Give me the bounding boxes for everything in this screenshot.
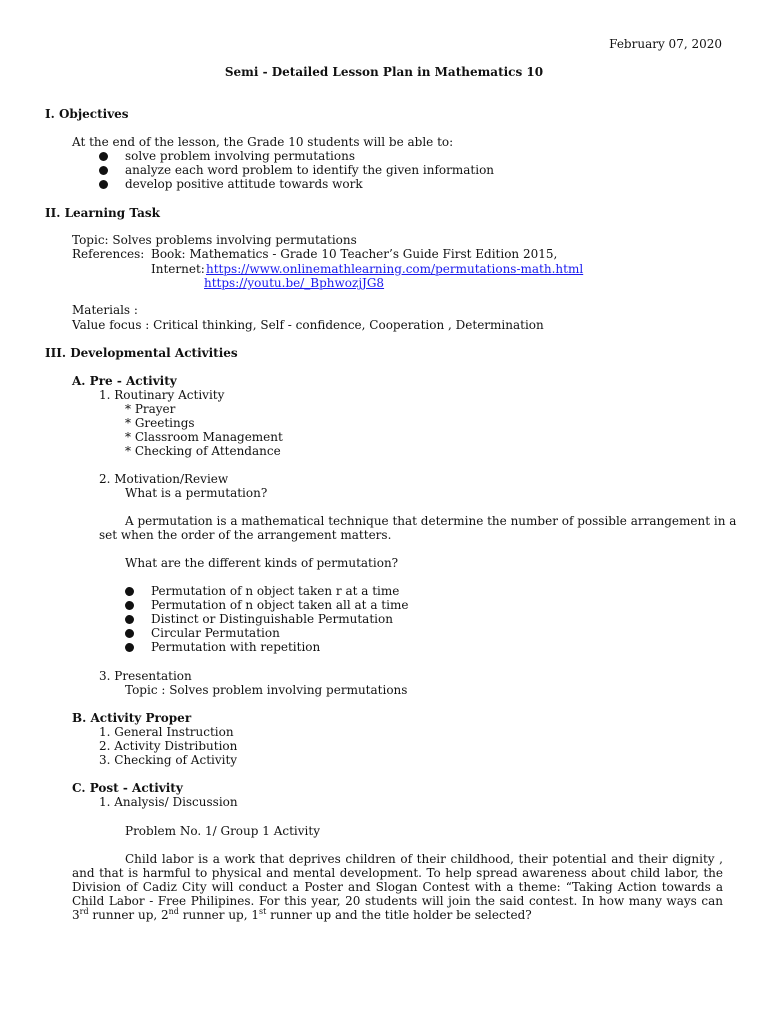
reference-link-onlinemathlearning[interactable]: https://www.onlinemathlearning.com/permutations-math.html: [206, 262, 584, 276]
developmental-heading: III. Developmental Activities: [45, 346, 238, 360]
activity-proper-heading: B. Activity Proper: [72, 711, 192, 725]
activity-proper-item: 1. General Instruction: [99, 725, 234, 739]
pre-activity-heading: A. Pre - Activity: [72, 374, 177, 388]
question-what-is-permutation: What is a permutation?: [125, 486, 268, 500]
references-label: References:: [72, 247, 145, 261]
bullet-icon: [125, 629, 134, 638]
objectives-intro: At the end of the lesson, the Grade 10 students will be able to:: [72, 135, 454, 149]
problem-text-part: runner up and the title holder be selected?: [266, 908, 532, 922]
permutation-kind: Permutation of n object taken all at a time: [151, 598, 409, 612]
reference-link-youtube[interactable]: https://youtu.be/_BphwozjJG8: [204, 276, 385, 290]
objective-item: develop positive attitude towards work: [125, 177, 363, 191]
activity-proper-item: 3. Checking of Activity: [99, 753, 238, 767]
post-activity-heading: C. Post - Activity: [72, 781, 183, 795]
bullet-icon: [125, 601, 134, 610]
objectives-heading: I. Objectives: [45, 107, 129, 121]
ordinal-suffix: rd: [79, 907, 89, 916]
presentation: 3. Presentation: [99, 669, 192, 683]
problem-title: Problem No. 1/ Group 1 Activity: [125, 824, 320, 838]
book-reference: Book: Mathematics - Grade 10 Teacher’s Guide First Edition 2015,: [151, 247, 558, 261]
permutation-kind: Circular Permutation: [151, 626, 280, 640]
bullet-icon: [125, 643, 134, 652]
problem-text-part: Child labor is a work that deprives children of their childhood, their potential and their dignity , and that is harmful to physical and mental development. To help spread awareness about child labor, the Division of Cadiz City will conduct a Poster and Slogan Contest with a theme: “Taking Action towards a Child Labor - Free Philipines. For this year, 20 students will join the said contest. In how many ways can 3: [72, 852, 723, 922]
permutation-kind: Permutation with repetition: [151, 640, 321, 654]
permutation-kind: Permutation of n object taken r at a time: [151, 584, 400, 598]
routine-item: * Greetings: [125, 416, 195, 430]
learning-task-heading: II. Learning Task: [45, 206, 160, 220]
objective-item: solve problem involving permutations: [125, 149, 355, 163]
value-focus-line: Value focus : Critical thinking, Self - confidence, Cooperation , Determination: [72, 318, 544, 332]
materials-line: Materials :: [72, 303, 138, 317]
routine-item: * Classroom Management: [125, 430, 283, 444]
ordinal-suffix: nd: [168, 907, 179, 916]
question-kinds-of-permutation: What are the different kinds of permutation?: [125, 556, 399, 570]
ordinal-suffix: st: [259, 907, 267, 916]
bullet-icon: [99, 180, 108, 189]
bullet-icon: [125, 615, 134, 624]
routine-item: * Checking of Attendance: [125, 444, 281, 458]
motivation-review: 2. Motivation/Review: [99, 472, 229, 486]
permutation-definition-line1: A permutation is a mathematical technique that determine the number of possible arrangement in a: [125, 514, 737, 528]
problem-text-part: runner up, 2: [88, 908, 169, 922]
document-title: Semi - Detailed Lesson Plan in Mathematics 10: [224, 65, 544, 79]
bullet-icon: [99, 152, 108, 161]
document-date: February 07, 2020: [609, 37, 722, 51]
bullet-icon: [125, 587, 134, 596]
objective-item: analyze each word problem to identify the given information: [125, 163, 495, 177]
analysis-discussion: 1. Analysis/ Discussion: [99, 795, 238, 809]
permutation-definition-line2: set when the order of the arrangement matters.: [99, 528, 392, 542]
internet-label: Internet:: [151, 262, 205, 276]
problem-text: [72, 852, 723, 922]
topic-line: Topic: Solves problems involving permutations: [72, 233, 357, 247]
problem-text-part: runner up, 1: [178, 908, 259, 922]
permutation-kind: Distinct or Distinguishable Permutation: [151, 612, 393, 626]
routine-item: * Prayer: [125, 402, 176, 416]
presentation-topic: Topic : Solves problem involving permutations: [125, 683, 408, 697]
activity-proper-item: 2. Activity Distribution: [99, 739, 238, 753]
bullet-icon: [99, 166, 108, 175]
routinary-activity: 1. Routinary Activity: [99, 388, 225, 402]
